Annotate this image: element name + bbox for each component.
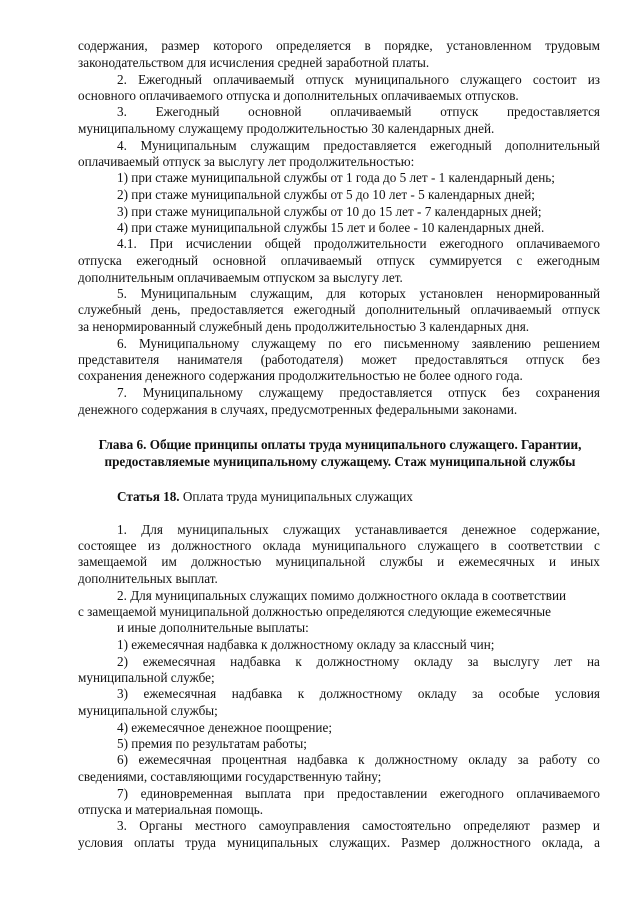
word: дополнительный <box>505 138 600 153</box>
word: (работодателя) <box>260 352 344 367</box>
word: выслугу <box>493 654 540 669</box>
text-line <box>78 554 600 570</box>
word: служащим, <box>250 286 313 301</box>
word: со <box>587 752 600 767</box>
word: в <box>490 538 497 553</box>
word: размер <box>161 38 200 53</box>
word: установлен <box>419 286 483 301</box>
word: и <box>548 554 557 569</box>
word: При <box>149 236 173 251</box>
word: служебный <box>78 302 142 317</box>
word: Размер <box>401 835 441 850</box>
word: иных <box>570 554 600 569</box>
word: самоуправления <box>258 818 350 833</box>
text-line <box>117 236 600 252</box>
word: 7) <box>117 786 128 801</box>
word: порядке, <box>384 38 433 53</box>
word: оплаты <box>133 835 175 850</box>
word: Муниципальным <box>140 286 237 301</box>
text-line: муниципальной службы; <box>78 703 218 718</box>
list-item: 4) при стаже муниципальной службы 15 лет и более - 10 календарных дней. <box>117 220 545 235</box>
word: письменному <box>383 336 460 351</box>
word: муниципального <box>312 538 407 553</box>
text-line <box>117 818 600 834</box>
word: лет <box>554 654 573 669</box>
word: 2. <box>117 72 127 87</box>
word: условия <box>78 835 123 850</box>
text-line: дополнительным оплачиваемым отпуском за выслугу лет. <box>78 270 403 285</box>
list-item: 3) при стаже муниципальной службы от 10 до 15 лет - 7 календарных дней; <box>117 204 542 219</box>
word: ежемесячная <box>143 686 217 701</box>
word: надбавка <box>297 752 348 767</box>
word: день, <box>151 302 181 317</box>
text-line: и иные дополнительные выплаты: <box>117 620 309 635</box>
word: служащим <box>250 138 310 153</box>
word: отпуск <box>561 302 600 317</box>
word: предоставляется <box>323 138 417 153</box>
article-heading <box>117 489 413 505</box>
text-line: отпуска и материальная помощь. <box>78 802 264 817</box>
word: окладу <box>417 686 457 701</box>
word: Муниципальному <box>139 336 240 351</box>
word: по <box>328 336 342 351</box>
text-line: сохранения денежного содержания продолжительностью не более одного года. <box>78 368 523 383</box>
word: Для <box>141 522 163 537</box>
text-line: сведениями, составляющими государственную тайну; <box>78 769 382 784</box>
word: муниципального <box>354 72 449 87</box>
word: предоставляется <box>190 302 284 317</box>
word: оплачиваемого <box>516 236 600 251</box>
word: денежное <box>461 522 517 537</box>
word: муниципальной <box>275 554 366 569</box>
text-line <box>117 104 600 120</box>
word: оплачиваемый <box>470 302 552 317</box>
word: определяют <box>463 818 530 833</box>
word: его <box>354 336 372 351</box>
word: Муниципальному <box>142 385 243 400</box>
word: Ежегодный <box>155 104 220 119</box>
word: ежемесячная <box>138 752 212 767</box>
list-item <box>117 654 600 670</box>
word: 5. <box>117 286 127 301</box>
word: оплачиваемый <box>280 253 362 268</box>
word: ежегодного <box>439 236 504 251</box>
word: к <box>297 686 305 701</box>
text-line <box>117 138 600 154</box>
word: оплачиваемый <box>330 104 412 119</box>
word: исчислении <box>185 236 252 251</box>
text-line: муниципальному служащему продолжительностью 30 календарных дней. <box>78 121 495 136</box>
word: служащих <box>283 522 341 537</box>
list-item <box>117 786 600 802</box>
text-line: основного оплачиваемого отпуска и дополнительных оплачиваемых отпусков. <box>78 88 519 103</box>
word: которого <box>213 38 263 53</box>
word: при <box>303 786 325 801</box>
text-line: за ненормированный служебный день продолжительностью 3 календарных дня. <box>78 319 530 334</box>
word: процентная <box>221 752 287 767</box>
word: установленном <box>446 38 532 53</box>
word: оклада <box>262 538 301 553</box>
word: ежемесячная <box>142 654 216 669</box>
word: предоставляться <box>414 352 508 367</box>
word: должностному <box>316 654 400 669</box>
text-line: денежного содержания в случаях, предусмотренных федеральными законами. <box>78 402 518 417</box>
word: а <box>594 835 600 850</box>
article-title: Оплата труда муниципальных служащих <box>182 489 413 504</box>
word: трудовым <box>545 38 600 53</box>
word: самостоятельно <box>362 818 451 833</box>
chapter-heading: предоставляемые муниципальному служащему. Стаж муниципальной службы <box>104 454 576 469</box>
word: должностного <box>171 538 252 553</box>
word: сохранения <box>535 385 600 400</box>
word: продолжительности <box>313 236 427 251</box>
word: служащего <box>417 538 480 553</box>
word: ежегодного <box>439 786 504 801</box>
word: с <box>516 253 523 268</box>
word: с <box>594 538 600 553</box>
word: единовременная <box>140 786 233 801</box>
word: Ежегодный <box>138 72 202 87</box>
text-line: оплачиваемый отпуск за выслугу лет продолжительностью: <box>78 154 415 169</box>
word: служащему <box>251 336 317 351</box>
word: устанавливается <box>355 522 448 537</box>
text-line <box>78 538 600 554</box>
word: может <box>361 352 397 367</box>
text-line <box>78 302 600 318</box>
word: должностному <box>319 686 403 701</box>
word: 4.1. <box>117 236 137 251</box>
word: служащих. <box>329 835 391 850</box>
word: оплачиваемого <box>516 786 600 801</box>
text-line: законодательством для исчисления средней заработной платы. <box>78 55 430 70</box>
word: Муниципальным <box>140 138 237 153</box>
text-line <box>78 352 600 368</box>
text-line <box>117 385 600 401</box>
word: основной <box>248 104 302 119</box>
word: ежемесячных <box>458 554 535 569</box>
word: ежегодный <box>136 253 199 268</box>
word: оклада, <box>541 835 584 850</box>
word: на <box>587 654 600 669</box>
word: ежегодным <box>536 253 600 268</box>
word: отпуск <box>305 72 344 87</box>
word: отпуск <box>376 253 415 268</box>
word: работу <box>539 752 577 767</box>
word: 6. <box>117 336 127 351</box>
word: за <box>517 752 529 767</box>
list-item: 4) ежемесячное денежное поощрение; <box>117 720 332 735</box>
chapter-heading: Глава 6. Общие принципы оплаты труда муниципального служащего. Гарантии, <box>98 437 582 452</box>
word: местного <box>194 818 247 833</box>
text-line <box>78 835 600 851</box>
list-item <box>117 686 600 702</box>
word: заявлению <box>471 336 532 351</box>
word: служащего <box>460 72 522 87</box>
word: к <box>358 752 365 767</box>
word: размер <box>542 818 581 833</box>
word: представителя <box>78 352 160 367</box>
word: ежегодный <box>293 302 356 317</box>
word: 3. <box>117 818 127 833</box>
word: к <box>295 654 302 669</box>
word: службы <box>379 554 423 569</box>
text-line <box>117 72 600 88</box>
word: окладу <box>468 752 508 767</box>
word: должностью <box>191 554 262 569</box>
word: 7. <box>117 385 127 400</box>
word: основной <box>212 253 267 268</box>
word: муниципальных <box>226 835 319 850</box>
word: 3) <box>117 686 128 701</box>
word: из <box>587 72 600 87</box>
article-number: Статья 18. <box>117 489 180 504</box>
word: из <box>147 538 161 553</box>
list-item: 1) ежемесячная надбавка к должностному окладу за классный чин; <box>117 637 495 652</box>
list-item: 2) при стаже муниципальной службы от 5 до 10 лет - 5 календарных дней; <box>117 187 535 202</box>
word: 6) <box>117 752 128 767</box>
word: должностного <box>451 835 531 850</box>
word: надбавка <box>230 654 281 669</box>
word: нанимателя <box>177 352 243 367</box>
list-item: 1) при стаже муниципальной службы от 1 года до 5 лет - 1 календарный день; <box>117 170 555 185</box>
word: предоставлении <box>337 786 428 801</box>
word: должностному <box>375 752 458 767</box>
word: состоящее <box>78 538 137 553</box>
text-line <box>117 336 600 352</box>
word: муниципальных <box>177 522 269 537</box>
word: 1. <box>117 522 127 537</box>
word: суммируется <box>429 253 502 268</box>
word: выплата <box>245 786 292 801</box>
word: для <box>326 286 346 301</box>
word: ежегодный <box>430 138 492 153</box>
word: 4. <box>117 138 127 153</box>
text-line <box>117 522 600 538</box>
word: особые <box>498 686 540 701</box>
text-line: с замещаемой муниципальной должностью определяются следующие ежемесячные <box>78 604 552 619</box>
word: ненормированный <box>496 286 600 301</box>
text-line: дополнительных выплат. <box>78 571 218 586</box>
word: им <box>161 554 177 569</box>
word: решением <box>543 336 600 351</box>
word: за <box>467 654 479 669</box>
word: без <box>582 352 600 367</box>
word: оплачиваемый <box>213 72 295 87</box>
text-line <box>78 253 600 269</box>
text-line <box>117 286 600 302</box>
word: соответствии <box>508 538 583 553</box>
word: надбавка <box>231 686 283 701</box>
word: состоит <box>532 72 577 87</box>
word: труда <box>185 835 216 850</box>
word: за <box>472 686 484 701</box>
text-line: муниципальной службе; <box>78 670 215 685</box>
word: отпуск <box>448 385 487 400</box>
list-item: 5) премия по результатам работы; <box>117 736 307 751</box>
word: предоставляется <box>507 104 600 119</box>
word: и <box>592 818 600 833</box>
word: окладу <box>413 654 453 669</box>
word: определяется <box>276 38 351 53</box>
word: содержания, <box>78 38 148 53</box>
text-line <box>78 38 600 54</box>
word: отпуска <box>78 253 122 268</box>
word: замещаемой <box>78 554 148 569</box>
word: отпуск <box>525 352 564 367</box>
word: дополнительный <box>365 302 461 317</box>
word: Органы <box>139 818 183 833</box>
text-line: 2. Для муниципальных служащих помимо должностного оклада в соответствии <box>117 588 567 603</box>
word: без <box>502 385 520 400</box>
word: служащему <box>258 385 324 400</box>
list-item <box>117 752 600 768</box>
word: 2) <box>117 654 128 669</box>
word: условия <box>555 686 600 701</box>
word: общей <box>264 236 301 251</box>
word: отпуск <box>440 104 479 119</box>
word: 3. <box>117 104 127 119</box>
word: и <box>437 554 445 569</box>
word: которых <box>359 286 406 301</box>
word: предоставляется <box>339 385 433 400</box>
word: содержание, <box>530 522 600 537</box>
word: в <box>364 38 371 53</box>
